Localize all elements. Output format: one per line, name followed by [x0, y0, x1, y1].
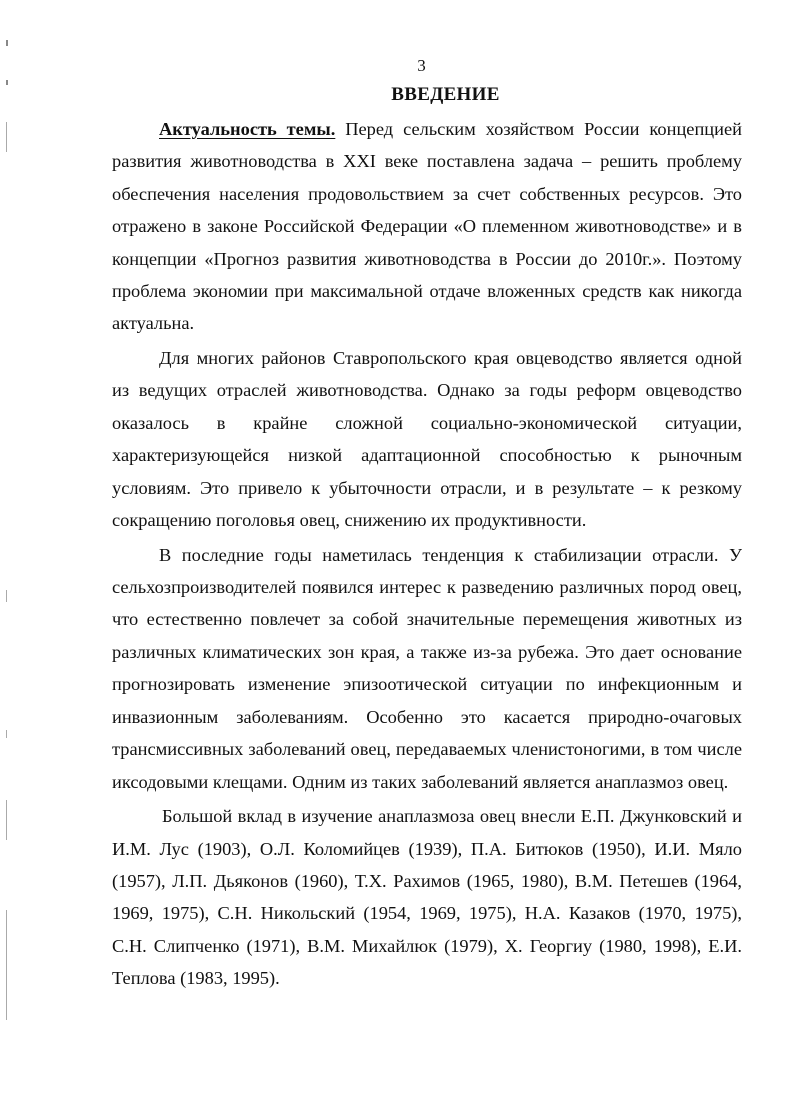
section-heading: ВВЕДЕНИЕ — [391, 84, 500, 105]
scan-margin-marks — [4, 30, 12, 1030]
relevance-lead: Актуальность темы. — [159, 119, 336, 139]
page-number: 3 — [417, 56, 426, 75]
paragraph-relevance — [112, 113, 742, 340]
body-text — [112, 113, 742, 997]
paragraph-contributors: Большой вклад в изучение анаплазмоза овец внесли Е.П. Джунковский и И.М. Лус (1903), О.Л. Коломийцев (1939), П.А. Битюков (1950), И.И. Мяло (1957), Л.П. Дьяконов (1960), Т.Х. Рахимов (1965, 1980), В.М. Петешев (1964, 1969, 1975), С.Н. Никольский (1954, 1969, 1975), Н.А. Казаков (1970, 1975), С.Н. Слипченко (1971), В.М. Михайлюк (1979), Х. Георгиу (1980, 1998), Е.И. Теплова (1983, 1995). — [112, 806, 742, 989]
relevance-text: Перед сельским хозяйством России концепцией развития животноводства в XXI веке поставлена задача – решить проблему обеспечения населения продовольствием за счет собственных ресурсов. Это отражено в законе Российской Федерации «О племенном животноводстве» и в концепции «Прогноз развития животноводства в России до 2010г.». Поэтому проблема экономии при максимальной отдаче вложенных средств как никогда актуальна. — [112, 119, 742, 334]
paragraph-stabilization: В последние годы наметилась тенденция к стабилизации отрасли. У сельхозпроизводителей появился интерес к разведению различных пород овец, что естественно повлечет за собой значительные перемещения животных из различных климатических зон края, а также из-за рубежа. Это дает основание прогнозировать изменение эпизоотической ситуации по инфекционным и инвазионным заболеваниям. Особенно это касается природно-очаговых трансмиссивных заболеваний овец, передаваемых членистоногими, в том числе иксодовыми клещами. Одним из таких заболеваний является анаплазмоз овец. — [112, 544, 742, 792]
paragraph-stavropol-sheep: Для многих районов Ставропольского края овцеводство является одной из ведущих отраслей животноводства. Однако за годы реформ овцеводство оказалось в крайне сложной социально-экономической ситуации, характеризующейся низкой адаптационной способностью к рыночным условиям. Это привело к убыточности отрасли, и в результате – к резкому сокращению поголовья овец, снижению их продуктивности. — [112, 348, 742, 531]
